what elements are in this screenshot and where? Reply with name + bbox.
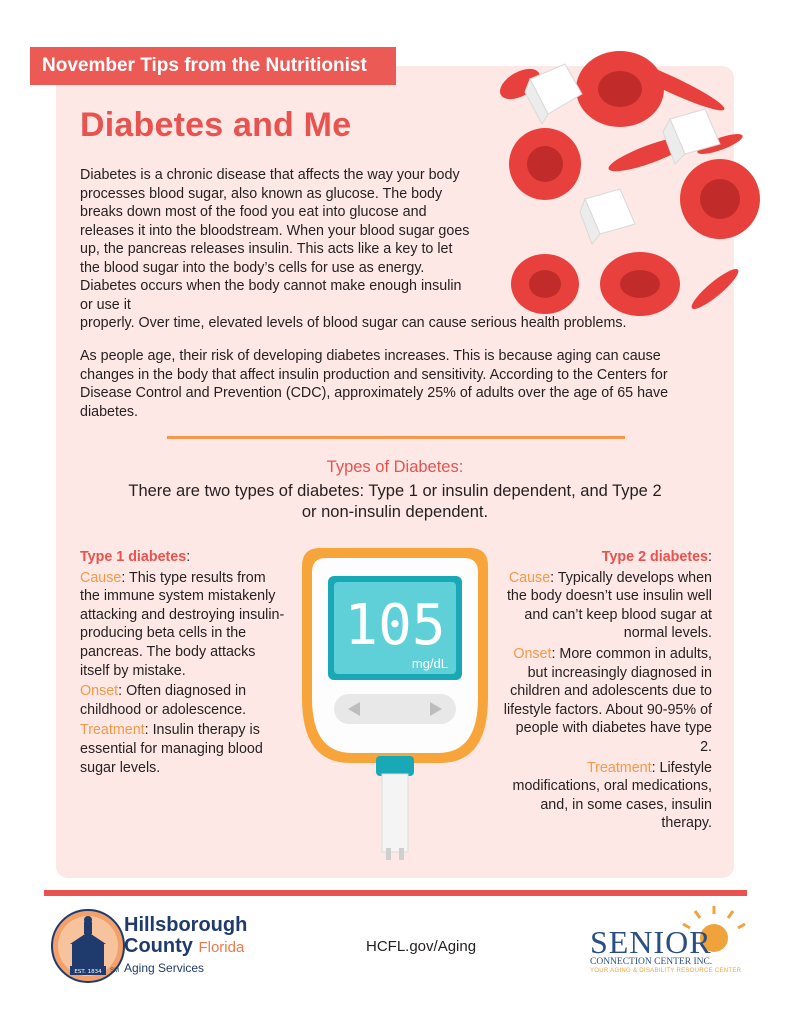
types-subtitle: There are two types of diabetes: Type 1 or insulin dependent, and Type 2 or non-insulin dependent.: [128, 482, 662, 521]
senior-logo-tagline: YOUR AGING & DISABILITY RESOURCE CENTER: [590, 968, 742, 974]
types-heading: Types of Diabetes:: [326, 458, 464, 476]
type1-onset-text: : Often diagnosed in childhood or adolescence.: [80, 683, 247, 718]
type1-onset-label: Onset: [80, 683, 119, 700]
type1-heading: Type 1 diabetes: [80, 549, 187, 565]
type1-cause-label: Cause: [80, 569, 122, 586]
county-state: Florida: [198, 939, 245, 956]
website-link[interactable]: HCFL.gov/Aging: [366, 938, 477, 955]
page-title: Diabetes and Me: [80, 106, 352, 144]
intro-paragraph: [80, 166, 710, 333]
county-line1: Hillsborough: [124, 914, 248, 936]
type1-treatment-label: Treatment: [80, 722, 145, 739]
type2-cause: [500, 569, 712, 643]
type2-onset-label: Onset: [513, 645, 552, 662]
type2-onset-text: : More common in adults, but increasingly diagnosed in children and adolescents due to lifestyle factors. About 90-95% of people with diabetes have type 2.: [503, 645, 712, 755]
footer-divider: [44, 890, 747, 896]
intro-text-narrow: Diabetes is a chronic disease that affects the way your body processes blood sugar, also known as glucose. The body breaks down most of the food you eat into glucose and releases it into the bloodstream. When your blood sugar goes up, the pancreas releases insulin. This acts like a key to let the blood sugar into the body’s cells for use as energy. Diabetes occurs when the body cannot make enough insulin or use it: [80, 167, 470, 313]
type2-heading: Type 2 diabetes: [601, 549, 709, 565]
type2-treatment-label: Treatment: [586, 759, 652, 776]
type2-heading-line: [500, 548, 712, 567]
aging-services-label: Aging Services: [124, 961, 205, 975]
service-mark: SM: [110, 968, 119, 974]
intro-text-wide: properly. Over time, elevated levels of blood sugar can cause serious health problems.: [80, 315, 627, 331]
meter-unit: mg/dL: [411, 656, 448, 671]
type2-treatment-text: : Lifestyle modifications, oral medications, and, in some cases, insulin therapy.: [512, 759, 712, 832]
type1-heading-line: [80, 548, 288, 567]
type1-cause-text: : This type results from the immune system mistakenly attacking and destroying insulin-producing beta cells in the pancreas. The body attacks itself by mistake.: [80, 569, 285, 679]
header-banner: November Tips from the Nutritionist: [30, 47, 396, 85]
type2-treatment: [500, 759, 712, 833]
county-name: [124, 915, 247, 958]
type1-heading-colon: :: [186, 549, 191, 565]
type1-treatment-text: : Insulin therapy is essential for managing blood sugar levels.: [80, 722, 263, 776]
senior-logo-wordmark: SENIOR: [590, 924, 712, 960]
type2-cause-label: Cause: [508, 569, 551, 586]
type1-treatment: [80, 721, 288, 777]
type2-column: [500, 548, 712, 835]
senior-logo-subtitle: CONNECTION CENTER INC.: [590, 957, 713, 967]
type2-onset: [500, 645, 712, 757]
county-seal-logo: [48, 906, 128, 986]
type2-cause-text: : Typically develops when the body doesn’t use insulin well and can’t keep blood sugar at normal levels.: [506, 569, 712, 642]
meter-reading: 105: [344, 593, 446, 658]
type1-column: [80, 548, 288, 779]
type1-onset: [80, 682, 288, 719]
glucose-meter-illustration: [300, 548, 490, 868]
type1-cause: [80, 569, 288, 681]
section-divider: [167, 436, 625, 439]
county-line2: County: [124, 935, 193, 957]
seal-text: EST. 1834: [74, 969, 102, 975]
aging-paragraph: As people age, their risk of developing diabetes increases. This is because aging can cause changes in the body that affect insulin production and sensitivity. According to the Centers for Disease Control and Prevention (CDC), approximately 25% of adults over the age of 65 have diabetes.: [80, 348, 669, 420]
type2-heading-colon: :: [708, 549, 712, 565]
